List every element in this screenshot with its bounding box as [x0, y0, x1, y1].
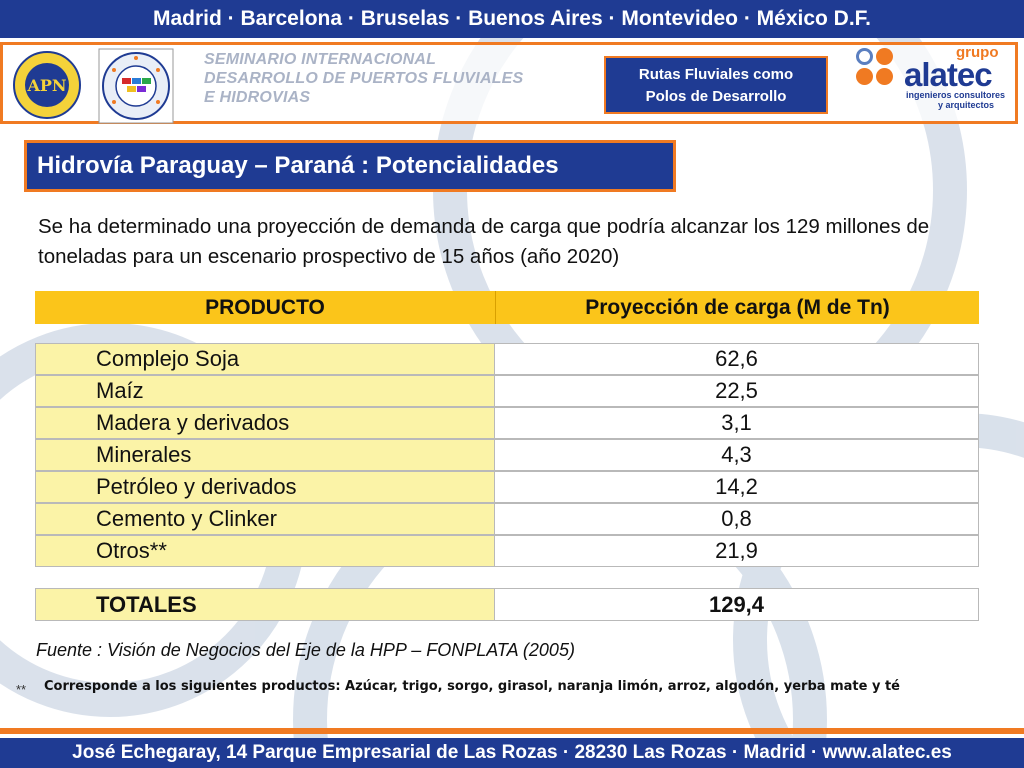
producto-cell: Complejo Soja — [35, 343, 495, 375]
logo-dot-icon — [876, 68, 893, 85]
totales-label: TOTALES — [35, 588, 495, 621]
table-row — [35, 439, 979, 471]
source-note: Fuente : Visión de Negocios del Eje de la HPP – FONPLATA (2005) — [36, 640, 575, 660]
footer-accent-line — [0, 728, 1024, 734]
rutas-line: Polos de Desarrollo — [645, 88, 787, 105]
producto-cell: Madera y derivados — [35, 407, 495, 439]
producto-cell: Minerales — [35, 439, 495, 471]
table-header — [35, 291, 979, 324]
header-proyeccion: Proyección de carga (M de Tn) — [585, 295, 890, 319]
table-row — [35, 407, 979, 439]
alatec-subtitle: ingenieros consultores — [906, 90, 1006, 100]
producto-cell: Maíz — [35, 375, 495, 407]
rutas-fluviales-badge — [604, 56, 828, 114]
table-row — [35, 535, 979, 567]
producto-cell: Petróleo y derivados — [35, 471, 495, 503]
seminar-line: DESARROLLO DE PUERTOS FLUVIALES — [204, 70, 524, 87]
totales-row — [35, 588, 979, 621]
intro-paragraph: Se ha determinado una proyección de demanda de carga que podría alcanzar los 129 millones de toneladas para un escenario prospectivo de 15 años (año 2020) — [38, 215, 930, 268]
valor-cell: 4,3 — [495, 439, 979, 471]
valor-cell: 3,1 — [495, 407, 979, 439]
valor-cell: 22,5 — [495, 375, 979, 407]
seminar-line: SEMINARIO INTERNACIONAL — [204, 51, 437, 68]
svg-text:APN: APN — [27, 76, 67, 95]
top-cities-bar: Madrid · Barcelona · Bruselas · Buenos Aires · Montevideo · México D.F. — [0, 0, 1024, 38]
footnote-text: Corresponde a los siguientes productos: Azúcar, trigo, sorgo, girasol, naranja limón, arroz, algodón, yerba mate y té — [44, 679, 900, 694]
producto-cell: Cemento y Clinker — [35, 503, 495, 535]
section-title: Hidrovía Paraguay – Paraná : Potencialidades — [24, 140, 676, 192]
valor-cell: 21,9 — [495, 535, 979, 567]
table-row — [35, 343, 979, 375]
seminar-seal-logo — [98, 48, 174, 124]
producto-cell: Otros** — [35, 535, 495, 567]
valor-cell: 62,6 — [495, 343, 979, 375]
table-row — [35, 471, 979, 503]
totales-value: 129,4 — [495, 588, 979, 621]
footer-address: José Echegaray, 14 Parque Empresarial de Las Rozas · 28230 Las Rozas · Madrid · www.alatec.es — [0, 738, 1024, 768]
apn-logo — [12, 50, 82, 120]
footnote-marker: ** — [16, 682, 27, 697]
table-body — [35, 343, 979, 567]
logo-dot-icon — [876, 48, 893, 65]
valor-cell: 14,2 — [495, 471, 979, 503]
alatec-name: alatec — [904, 56, 992, 93]
alatec-logo — [852, 44, 1012, 116]
seminar-title — [204, 50, 604, 107]
valor-cell: 0,8 — [495, 503, 979, 535]
logo-dot-icon — [856, 48, 873, 65]
header-producto: PRODUCTO — [35, 291, 496, 324]
seminar-line: E HIDROVIAS — [204, 89, 311, 106]
table-row — [35, 503, 979, 535]
logo-dot-icon — [856, 68, 873, 85]
table-row — [35, 375, 979, 407]
alatec-subtitle: y arquitectos — [938, 100, 995, 110]
rutas-line: Rutas Fluviales como — [638, 66, 794, 83]
alatec-grupo: grupo — [956, 44, 999, 61]
